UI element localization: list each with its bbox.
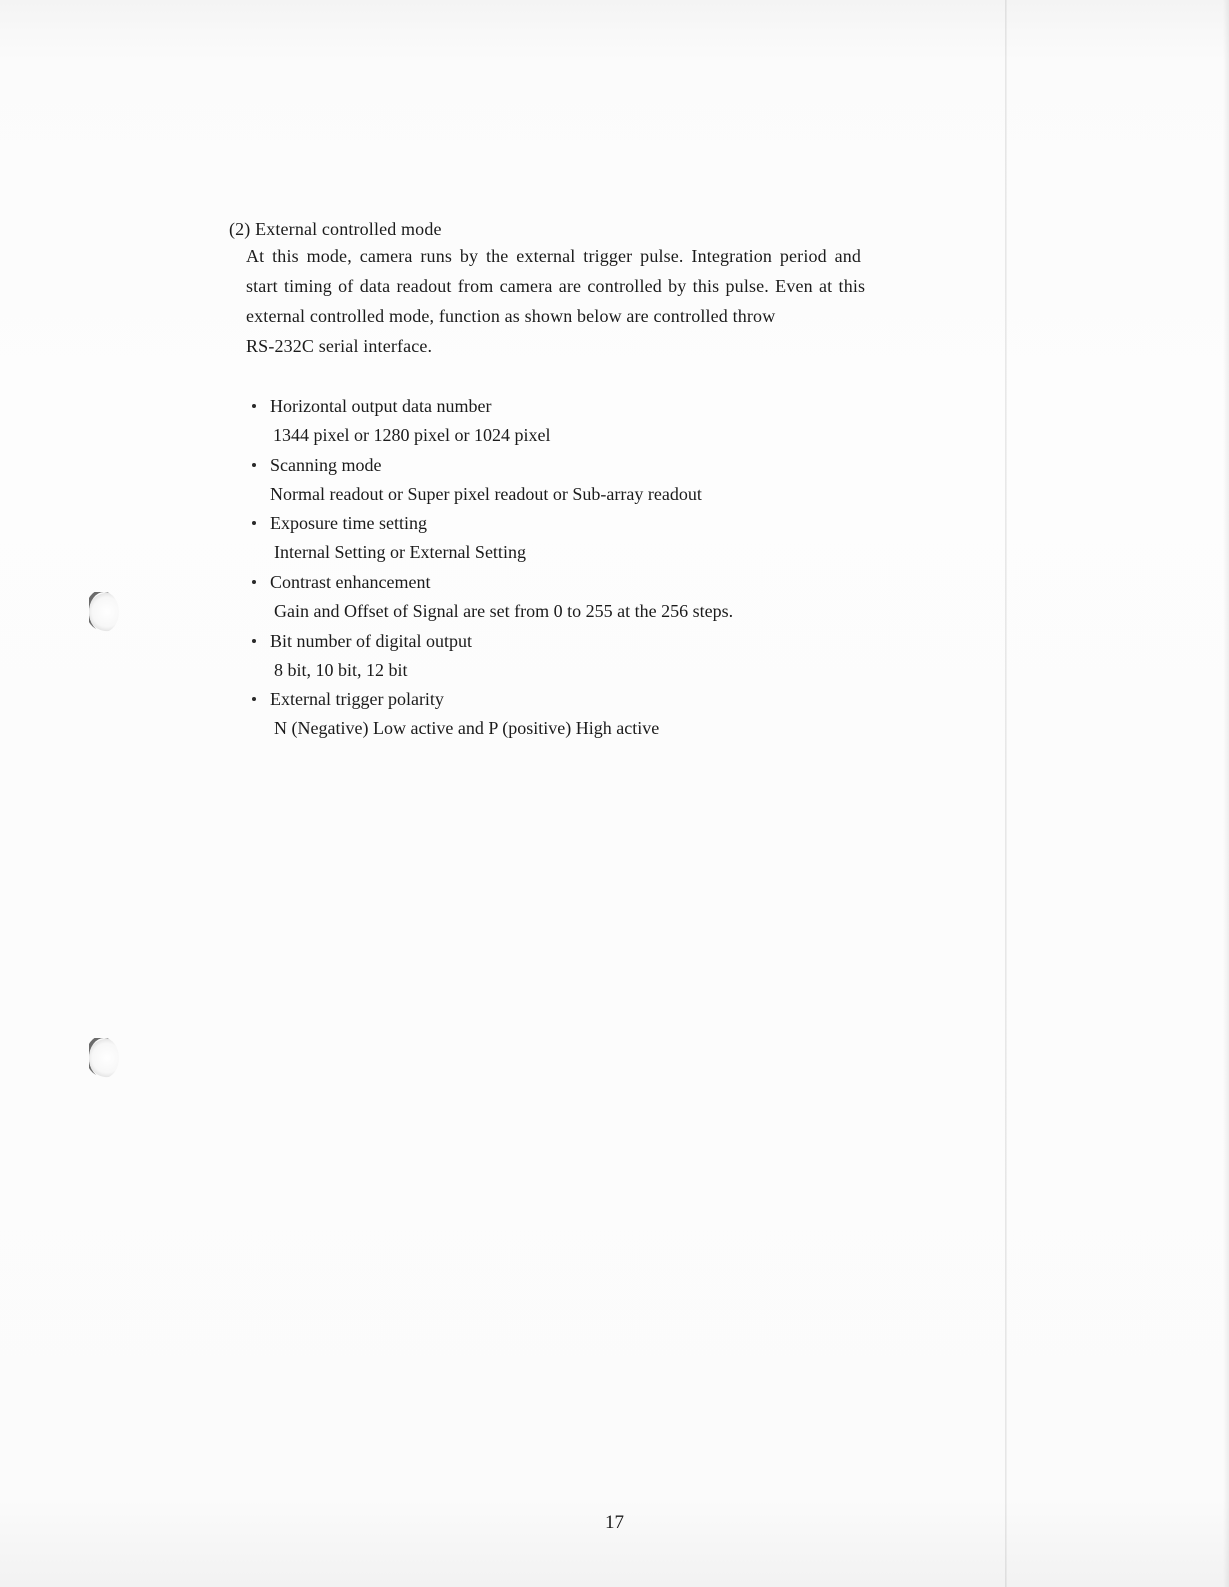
intro-line-3: external controlled mode, function as shown below are controlled throw (246, 306, 776, 326)
bullet-icon (252, 639, 256, 643)
page-number: 17 (605, 1512, 624, 1533)
bullet-icon (252, 521, 256, 525)
item-detail: Gain and Offset of Signal are set from 0 to 255 at the 256 steps. (274, 601, 734, 621)
bullet-icon (252, 463, 256, 467)
item-detail: 1344 pixel or 1280 pixel or 1024 pixel (273, 425, 551, 445)
item-title: Scanning mode (270, 455, 382, 475)
list-item (252, 630, 472, 652)
list-item (252, 571, 430, 593)
list-item (252, 454, 381, 476)
item-title: Exposure time setting (270, 513, 427, 533)
list-item (252, 512, 427, 534)
list-item (252, 395, 491, 417)
list-item (252, 688, 444, 710)
bullet-icon (252, 404, 256, 408)
item-title: Bit number of digital output (270, 631, 472, 651)
item-title: Horizontal output data number (270, 396, 492, 416)
intro-line-1: At this mode, camera runs by the external trigger pulse. Integration period and (246, 246, 862, 266)
item-detail: Internal Setting or External Setting (274, 542, 526, 562)
bullet-icon (252, 580, 256, 584)
intro-line-4: RS-232C serial interface. (246, 336, 433, 356)
item-detail: N (Negative) Low active and P (positive) High active (274, 718, 660, 738)
item-title: Contrast enhancement (270, 572, 431, 592)
bullet-icon (252, 697, 256, 701)
intro-line-2: start timing of data readout from camera are controlled by this pulse. Even at this (246, 276, 866, 296)
item-detail: Normal readout or Super pixel readout or Sub-array readout (270, 484, 702, 504)
item-title: External trigger polarity (270, 689, 444, 709)
section-heading: (2) External controlled mode (229, 219, 442, 239)
item-detail: 8 bit, 10 bit, 12 bit (274, 660, 408, 680)
